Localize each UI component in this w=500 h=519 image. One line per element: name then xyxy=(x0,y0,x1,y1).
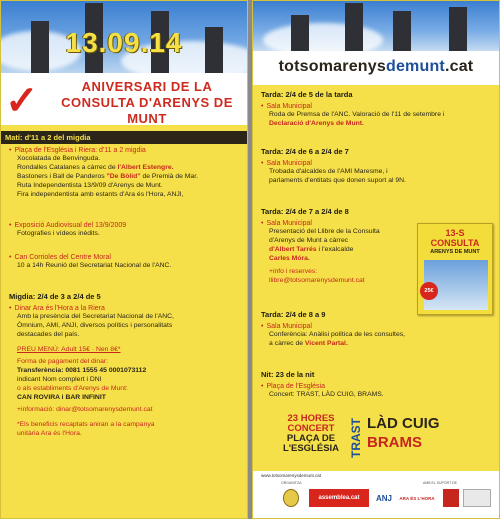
menu-price: PREU MENÚ: Adult 15€ · Nen 8€* xyxy=(17,346,121,353)
concert-time: 23 HORES xyxy=(287,413,335,424)
concert-place: L'ESGLÉSIA xyxy=(282,443,340,454)
section-place: • Plaça de l'Església xyxy=(261,383,491,390)
concert-word: CONCERT xyxy=(287,423,335,434)
book-subtitle: ARENYS DE MUNT xyxy=(430,249,480,255)
monument-pillar xyxy=(393,11,411,51)
municipal-logo-icon xyxy=(443,489,459,507)
morning-line: Xocolatada de Benvinguda. xyxy=(17,155,101,162)
morning-line: Ruta Independentista 13/9/09 d'Arenys de Munt. xyxy=(17,182,163,189)
ara-es-lhora-logo: ARA ÉS L'HORA xyxy=(399,495,435,501)
band-list xyxy=(367,414,477,452)
section-line: Trobada d'alcaldes de l'AMI Maresme, i xyxy=(269,168,388,175)
section-line: Conferència: Anàlisi política de les consultes, xyxy=(269,331,406,338)
section-heading: Nit: 23 de la nit xyxy=(261,370,315,379)
concert-graphic xyxy=(263,414,493,460)
morning-line: Fira independentista amb estants d'Ara és l'Hora, ANJI, xyxy=(17,191,184,198)
section-line: d'Arenys de Munt a càrrec xyxy=(269,237,349,244)
section-place: • Sala Municipal xyxy=(261,160,491,167)
concert-place: PLAÇA DE xyxy=(286,433,336,444)
book-cover-image xyxy=(417,223,493,315)
monument-pillar xyxy=(291,15,309,51)
midday-line: Amb la presència del Secretariat Nacional de l'ANC, xyxy=(17,313,174,320)
sky-photo xyxy=(253,1,499,51)
morning-heading: Matí: d'11 a 2 del migdia xyxy=(1,131,247,144)
right-flyer-panel xyxy=(252,0,500,519)
midday-line: destacades del país. xyxy=(17,331,80,338)
book-price-badge: 25€ xyxy=(420,282,438,300)
footnote-line2: unitària Ara és l'Hora. xyxy=(17,430,82,437)
monument-pillar xyxy=(345,3,363,51)
cloud xyxy=(263,23,383,51)
dinner-info-email[interactable]: +informació: dinar@totsomarenysdemunt.cat xyxy=(17,406,153,413)
ami-logo-icon xyxy=(463,489,491,507)
afternoon-section-1 xyxy=(253,89,499,128)
section-line: Presentació del Llibre de la Consulta xyxy=(269,228,380,235)
transfer-note: indicant Nom complert i DNI xyxy=(17,376,102,383)
footer-url[interactable]: www.totsomarenysdemunt.cat xyxy=(261,473,322,478)
book-title: 13-S xyxy=(445,228,465,238)
section-heading: Tarda: 2/4 de 5 de la tarda xyxy=(261,90,353,99)
left-flyer-panel xyxy=(0,0,248,519)
payment-title: Forma de pagament del dinar: xyxy=(17,358,109,365)
band-trast: TRAST xyxy=(349,418,363,458)
assemblea-logo: assemblea.cat xyxy=(309,489,369,507)
establishments-label: o als establiments d'Arenys de Munt: xyxy=(17,385,128,392)
morning-place: • Plaça de l'Església i Riera: d'11 a 2 migdia xyxy=(9,147,239,154)
midday-heading: Migdia: 2/4 de 3 a 2/4 de 5 xyxy=(9,292,101,301)
section-heading: Tarda: 2/4 de 7 a 2/4 de 8 xyxy=(261,207,349,216)
morning-line: Rondalles Catalanes a càrrec de l'Albert Estengre. xyxy=(17,164,174,171)
section-place: • Sala Municipal xyxy=(261,103,491,110)
event-date: 13.09.14 xyxy=(65,27,183,58)
website-title[interactable]: totsomarenysdemunt.cat xyxy=(278,58,474,75)
support-label: AMB EL SUPORT DE xyxy=(423,481,457,485)
afternoon-section-2 xyxy=(253,146,499,185)
midday-title: • Dinar Ara és l'Hora a la Riera xyxy=(9,305,239,312)
section-highlight: Declaració d'Arenys de Munt. xyxy=(269,120,364,127)
checkmark-icon: ✓ xyxy=(5,79,39,123)
establishments-list: CAN ROVIRA i BAR INFINIT xyxy=(17,394,106,401)
exhibition-section xyxy=(1,219,247,238)
morning-section xyxy=(1,131,247,199)
book-info-email[interactable]: llibre@totsomarenysdemunt.cat xyxy=(269,277,365,284)
afternoon-section-4 xyxy=(253,309,499,348)
book-title: CONSULTA xyxy=(430,238,480,248)
section-line: Carles Móra. xyxy=(269,255,310,262)
anniversary-title xyxy=(49,79,245,127)
section-line: d'Albert Tarrés i l'exalcalde xyxy=(269,246,354,253)
footnote-line1: *Els beneficis recaptats aniran a la campanya xyxy=(17,421,155,428)
monument-pillar xyxy=(449,7,467,51)
organizer-label: ORGANITZA xyxy=(281,481,302,485)
section-line: parlaments d'entitats que donen suport al 9N. xyxy=(269,177,406,184)
band-brams: BRAMS xyxy=(367,434,422,451)
centre-title: • Can Corrioles del Centre Moral xyxy=(9,254,239,261)
exhibition-title: • Exposició Audiovisual del 13/9/2009 xyxy=(9,222,239,229)
section-heading: Tarda: 2/4 de 6 a 2/4 de 7 xyxy=(261,147,349,156)
bank-transfer: Transferència: 0081 1555 45 0001073112 xyxy=(17,367,147,374)
section-line: Concert: TRAST, LÀD CUIG, BRAMS. xyxy=(269,391,384,398)
section-heading: Tarda: 2/4 de 8 a 9 xyxy=(261,310,326,319)
midday-line: Òmnium, AMI, ANJI, diversos polítics i personalitats xyxy=(17,322,173,329)
morning-line: Bastoners i Ball de Panderos "De Bòlid" de Premià de Mar. xyxy=(17,173,198,180)
book-info-label: +info i reserves: xyxy=(269,268,318,275)
night-section xyxy=(253,369,499,399)
section-place: • Sala Municipal xyxy=(261,323,491,330)
exhibition-detail: Fotografies i vídeos inèdits. xyxy=(17,230,100,237)
midday-section xyxy=(1,291,247,438)
anji-logo: ANJ xyxy=(375,493,392,503)
section-place: • Sala Municipal xyxy=(261,220,491,227)
centre-section xyxy=(1,251,247,270)
concert-details xyxy=(277,414,345,454)
centre-detail: 10 a 14h Reunió del Secretariat Nacional de l'ANC. xyxy=(17,262,172,269)
seal-icon xyxy=(283,489,299,507)
band-lad-cuig: LÀD CUIG xyxy=(367,415,440,432)
section-line: a càrrec de Vicent Partal. xyxy=(269,340,348,347)
anniversary-title-line2: CONSULTA D'ARENYS DE MUNT xyxy=(61,95,233,126)
anniversary-title-line1: ANIVERSARI DE LA xyxy=(81,79,213,94)
section-line: Roda de Premsa de l'ANC. Valoració de l'11 de setembre i xyxy=(269,111,445,118)
